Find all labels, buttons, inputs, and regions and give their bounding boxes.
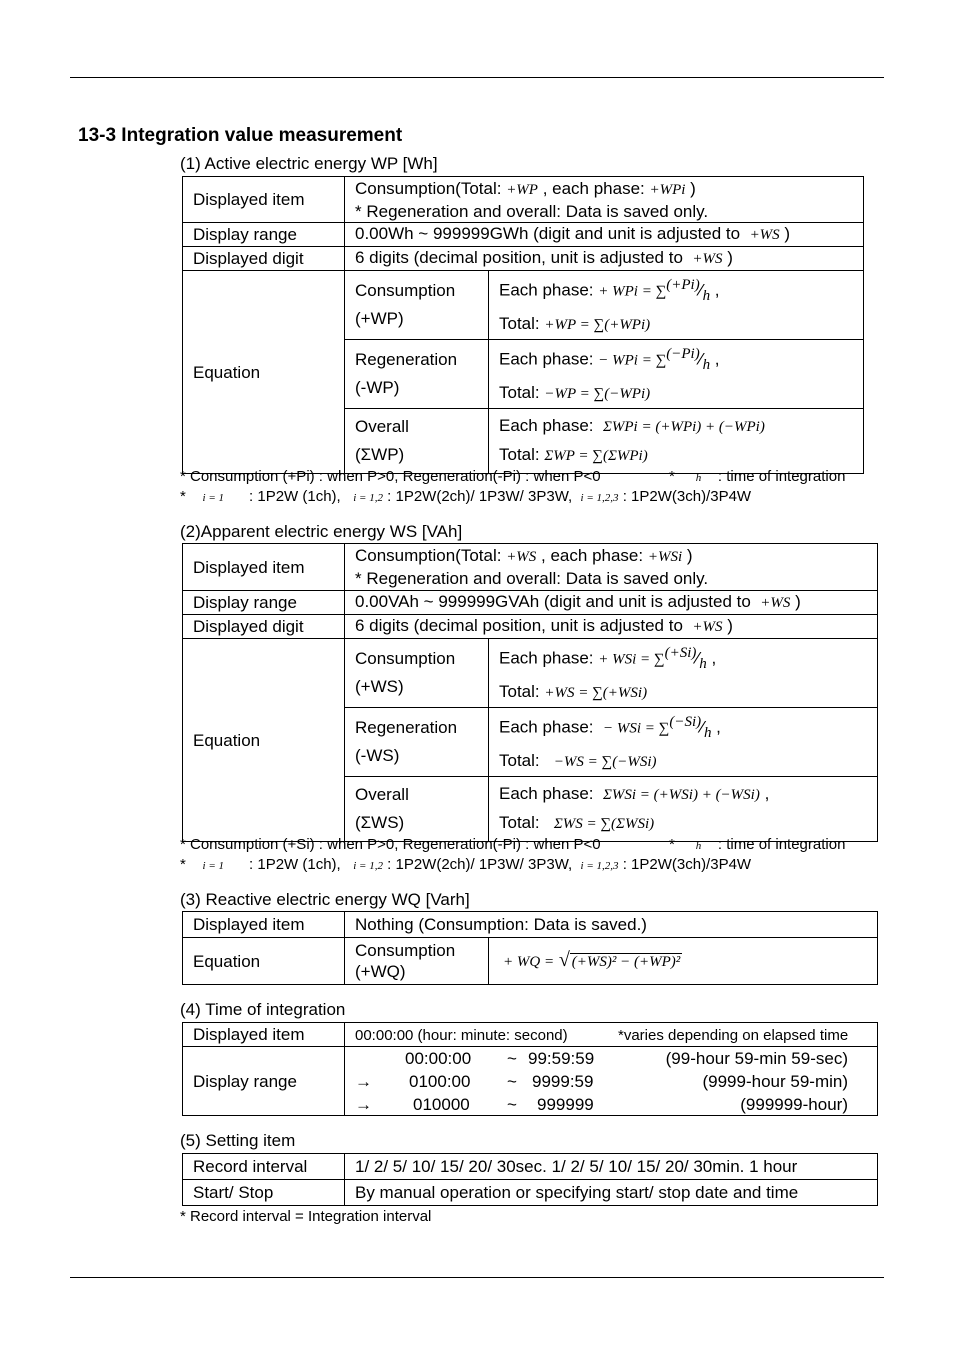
wp-overall-label: Overall (ΣWP) [345, 409, 489, 474]
wp-digit-label: Displayed digit [183, 247, 345, 271]
time-range-row: 00:00:00 ~ 99:59:59 (99-hour 59-min 59-sec) [405, 1049, 848, 1068]
ws-note-1b: * h : time of integration [669, 836, 846, 853]
bottom-rule [70, 1277, 884, 1278]
ws-overall-label: Overall (ΣWS) [345, 777, 489, 842]
section-title: 13-3 Integration value measurement [78, 125, 403, 146]
wp-regen-label: Regeneration (-WP) [345, 340, 489, 409]
wp-heading: (1) Active electric energy WP [Wh] [180, 154, 438, 173]
setting-heading: (5) Setting item [180, 1131, 296, 1150]
time-displayed-item-label: Displayed item [183, 1023, 345, 1047]
ws-heading: (2)Apparent electric energy WS [VAh] [180, 522, 463, 541]
wp-note-2: * i = 1 : 1P2W (1ch), i = 1,2 : 1P2W(2ch)/ 1P3W/ 3P3W, i = 1,2,3 : 1P2W(3ch)/3P4W [180, 488, 752, 505]
wq-displayed-item-label: Displayed item [183, 912, 345, 938]
time-heading: (4) Time of integration [180, 1000, 346, 1019]
setting-start-stop-label: Start/ Stop [183, 1180, 345, 1206]
wp-displayed-item-value: Consumption(Total: +WP , each phase: +WPi ) * Regeneration and overall: Data is saved only. [345, 177, 864, 223]
wp-range-label: Display range [183, 223, 345, 247]
ws-regen-equation: Each phase: − WSi = $\sum^{(-Si)}⁄_h$ , Total: −WS = ∑(−WSi) [489, 708, 878, 777]
wp-table [182, 176, 864, 474]
time-range-value [345, 1047, 878, 1116]
wq-equation-label: Equation [183, 938, 345, 985]
top-rule [70, 77, 884, 78]
ws-equation-label: Equation [183, 639, 345, 842]
ws-cons-equation: Each phase: + WSi = $\sum^{(+Si)}⁄_h$ , Total: +WS = ∑(+WSi) [489, 639, 878, 708]
ws-note-2: * i = 1 : 1P2W (1ch), i = 1,2 : 1P2W(2ch)/ 1P3W/ 3P3W, i = 1,2,3 : 1P2W(3ch)/3P4W [180, 856, 752, 873]
wq-equation: + WQ = √ (+WS)² − (+WP)² [489, 938, 878, 985]
time-displayed-item-value: 00:00:00 (hour: minute: second) *varies depending on elapsed time [345, 1023, 878, 1047]
wp-note-1: * Consumption (+Pi) : when P>0, Regeneration(-Pi) : when P<0 [180, 468, 601, 485]
ws-displayed-item-label: Displayed item [183, 544, 345, 591]
wq-heading: (3) Reactive electric energy WQ [Varh] [180, 890, 470, 909]
setting-start-stop-value: By manual operation or specifying start/ stop date and time [345, 1180, 878, 1206]
setting-table [182, 1153, 878, 1206]
setting-record-interval-label: Record interval [183, 1154, 345, 1180]
setting-note: * Record interval = Integration interval [180, 1208, 432, 1225]
time-range-row: → 0100:00 ~ 9999:59 (9999-hour 59-min) [355, 1072, 848, 1091]
wp-overall-equation: Each phase: ΣWPi = (+WPi) + (−WPi) Total: ΣWP = ∑(ΣWPi) [489, 409, 864, 474]
wq-displayed-item-value: Nothing (Consumption: Data is saved.) [345, 912, 878, 938]
time-range-label: Display range [183, 1047, 345, 1116]
wp-cons-label: Consumption (+WP) [345, 271, 489, 340]
wp-displayed-item-label: Displayed item [183, 177, 345, 223]
ws-range-label: Display range [183, 591, 345, 615]
wp-regen-equation: Each phase: − WPi = $\sum^{(-Pi)}⁄_h$ , Total: −WP = ∑(−WPi) [489, 340, 864, 409]
wq-cons-label: Consumption (+WQ) [345, 938, 489, 985]
ws-regen-label: Regeneration (-WS) [345, 708, 489, 777]
ws-cons-label: Consumption (+WS) [345, 639, 489, 708]
wp-equation-label: Equation [183, 271, 345, 474]
wp-range-value: 0.00Wh ~ 999999GWh (digit and unit is adjusted to +WS ) [345, 223, 864, 247]
time-table [182, 1022, 878, 1116]
wq-table [182, 911, 878, 985]
ws-digit-label: Displayed digit [183, 615, 345, 639]
ws-table [182, 543, 878, 842]
ws-overall-equation: Each phase: ΣWSi = (+WSi) + (−WSi) , Total: ΣWS = ∑(ΣWSi) [489, 777, 878, 842]
ws-displayed-item-value: Consumption(Total: +WS , each phase: +WSi ) * Regeneration and overall: Data is saved only. [345, 544, 878, 591]
wp-note-1b: * h : time of integration [669, 468, 846, 485]
wp-cons-equation: Each phase: + WPi = $\sum^{(+Pi)}⁄_h$ , Total: +WP = ∑(+WPi) [489, 271, 864, 340]
ws-note-1: * Consumption (+Si) : when P>0, Regeneration(-Pi) : when P<0 [180, 836, 601, 853]
ws-range-value: 0.00VAh ~ 999999GVAh (digit and unit is adjusted to +WS ) [345, 591, 878, 615]
ws-digit-value: 6 digits (decimal position, unit is adjusted to +WS ) [345, 615, 878, 639]
setting-record-interval-value: 1/ 2/ 5/ 10/ 15/ 20/ 30sec. 1/ 2/ 5/ 10/ 15/ 20/ 30min. 1 hour [345, 1154, 878, 1180]
wp-digit-value: 6 digits (decimal position, unit is adjusted to +WS ) [345, 247, 864, 271]
time-range-row: → 010000 ~ 999999 (999999-hour) [355, 1095, 848, 1114]
